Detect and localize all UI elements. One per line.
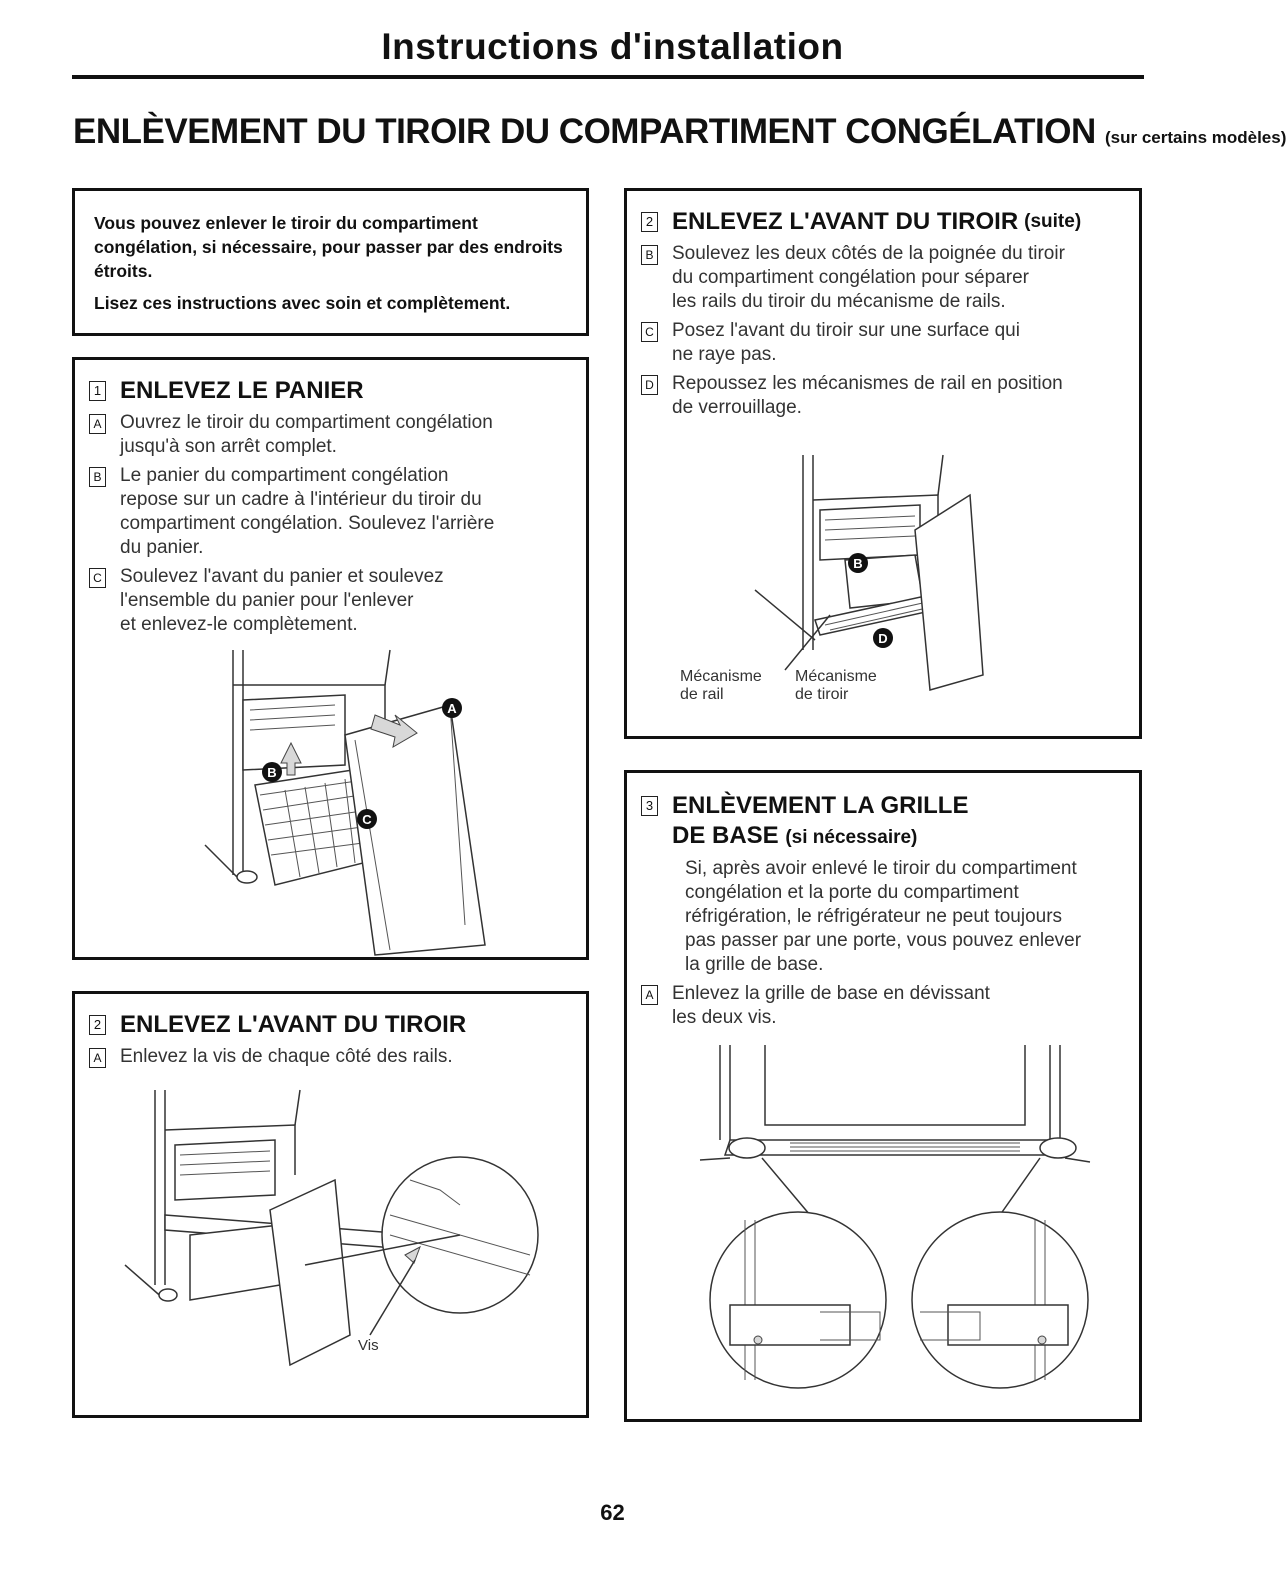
step2-continued-number: 2 [641, 212, 658, 232]
rail-mechanism-caption: Mécanisme de rail [680, 668, 762, 703]
callout-d-label: D [878, 631, 888, 646]
drawer-front-screw-illustration [120, 1085, 520, 1385]
step2-heading [89, 1010, 574, 1040]
step2-item-c [641, 319, 1127, 367]
screw-caption: Vis [358, 1337, 379, 1354]
step2-item-a-text: Enlevez la vis de chaque côté des rails. [120, 1046, 453, 1067]
step1-item-c-letter: C [89, 568, 106, 588]
step2-item-d [641, 372, 1127, 420]
step2-number: 2 [89, 1015, 106, 1035]
section-title-qualifier: (sur certains modèles) [1104, 128, 1286, 147]
step1-item-a-letter: A [89, 414, 106, 434]
step2-item-c-letter: C [641, 322, 658, 342]
step1-item-c-text: Soulevez l'avant du panier et soulevez l'ensemble du panier pour l'enlever et enlevez-le complètement. [120, 566, 444, 635]
section-title-main: ENLÈVEMENT DU TIROIR DU COMPARTIMENT CONGÉLATION [73, 112, 1096, 151]
step3-number: 3 [641, 796, 658, 816]
step1-item-b-letter: B [89, 467, 106, 487]
step1-item-b-text: Le panier du compartiment congélation repose sur un cadre à l'intérieur du tiroir du compartiment congélation. Soulevez l'arrière du panier. [120, 465, 495, 558]
step2-continued-title: ENLEVEZ L'AVANT DU TIROIR [672, 208, 1019, 235]
step2-item-c-text: Posez l'avant du tiroir sur une surface qui ne raye pas. [672, 320, 1020, 365]
step1-title: ENLEVEZ LE PANIER [120, 377, 364, 404]
callout-b-label: B [267, 765, 277, 780]
intro-box [72, 188, 589, 336]
step3-title: ENLÈVEMENT LA GRILLE [672, 792, 969, 819]
step1-heading [89, 376, 574, 406]
step2-item-b-letter: B [641, 245, 658, 265]
step1-item-a [89, 411, 574, 459]
drawer-rail-illustration [755, 450, 985, 690]
page-header-title: Instructions d'installation [381, 26, 844, 67]
step3-item-a-text: Enlevez la grille de base en dévissant les deux vis. [672, 983, 990, 1028]
step3-title-suffix: (si nécessaire) [785, 827, 918, 848]
basket-removal-illustration [195, 645, 495, 955]
step3-paragraph: Si, après avoir enlevé le tiroir du compartiment congélation et la porte du compartiment réfrigération, le réfrigérateur ne peut toujours pas passer par une porte, vous pouvez enlever la grille de base. [685, 858, 1082, 975]
step1-number: 1 [89, 381, 106, 401]
step2-title: ENLEVEZ L'AVANT DU TIROIR [120, 1011, 467, 1038]
drawer-mechanism-caption: Mécanisme de tiroir [795, 668, 877, 703]
base-grille-illustration [700, 1040, 1090, 1390]
step2-item-a-letter: A [89, 1048, 106, 1068]
header-divider [72, 75, 1144, 79]
intro-text: Vous pouvez enlever le tiroir du compartiment congélation, si nécessaire, pour passer par des endroits étroits. [94, 213, 563, 281]
intro-instruction: Lisez ces instructions avec soin et complètement. [94, 293, 511, 313]
step2-item-b [641, 242, 1127, 314]
step2-item-d-letter: D [641, 375, 658, 395]
step3-title-line2 [672, 821, 1127, 853]
page-number: 62 [600, 1500, 625, 1525]
step1-item-c [89, 565, 574, 637]
step2-item-b-text: Soulevez les deux côtés de la poignée du tiroir du compartiment congélation pour séparer les rails du tiroir du mécanisme de rails. [672, 243, 1065, 312]
step1-item-a-text: Ouvrez le tiroir du compartiment congélation jusqu'à son arrêt complet. [120, 412, 493, 457]
step2-continued-heading [641, 207, 1127, 237]
step2-item-a [89, 1045, 574, 1069]
section-title [73, 112, 1286, 152]
step3-title-continuation: DE BASE [672, 822, 779, 849]
step1-item-b [89, 464, 574, 560]
step2-continued-suffix: (suite) [1024, 211, 1082, 232]
callout-c-label: C [362, 812, 372, 827]
step3-item-a [641, 982, 1127, 1030]
step3-item-a-letter: A [641, 985, 658, 1005]
step2-item-d-text: Repoussez les mécanismes de rail en position de verrouillage. [672, 373, 1063, 418]
step3-heading [641, 791, 1127, 821]
callout-a-label: A [447, 701, 457, 716]
callout-b-label-2: B [853, 556, 863, 571]
